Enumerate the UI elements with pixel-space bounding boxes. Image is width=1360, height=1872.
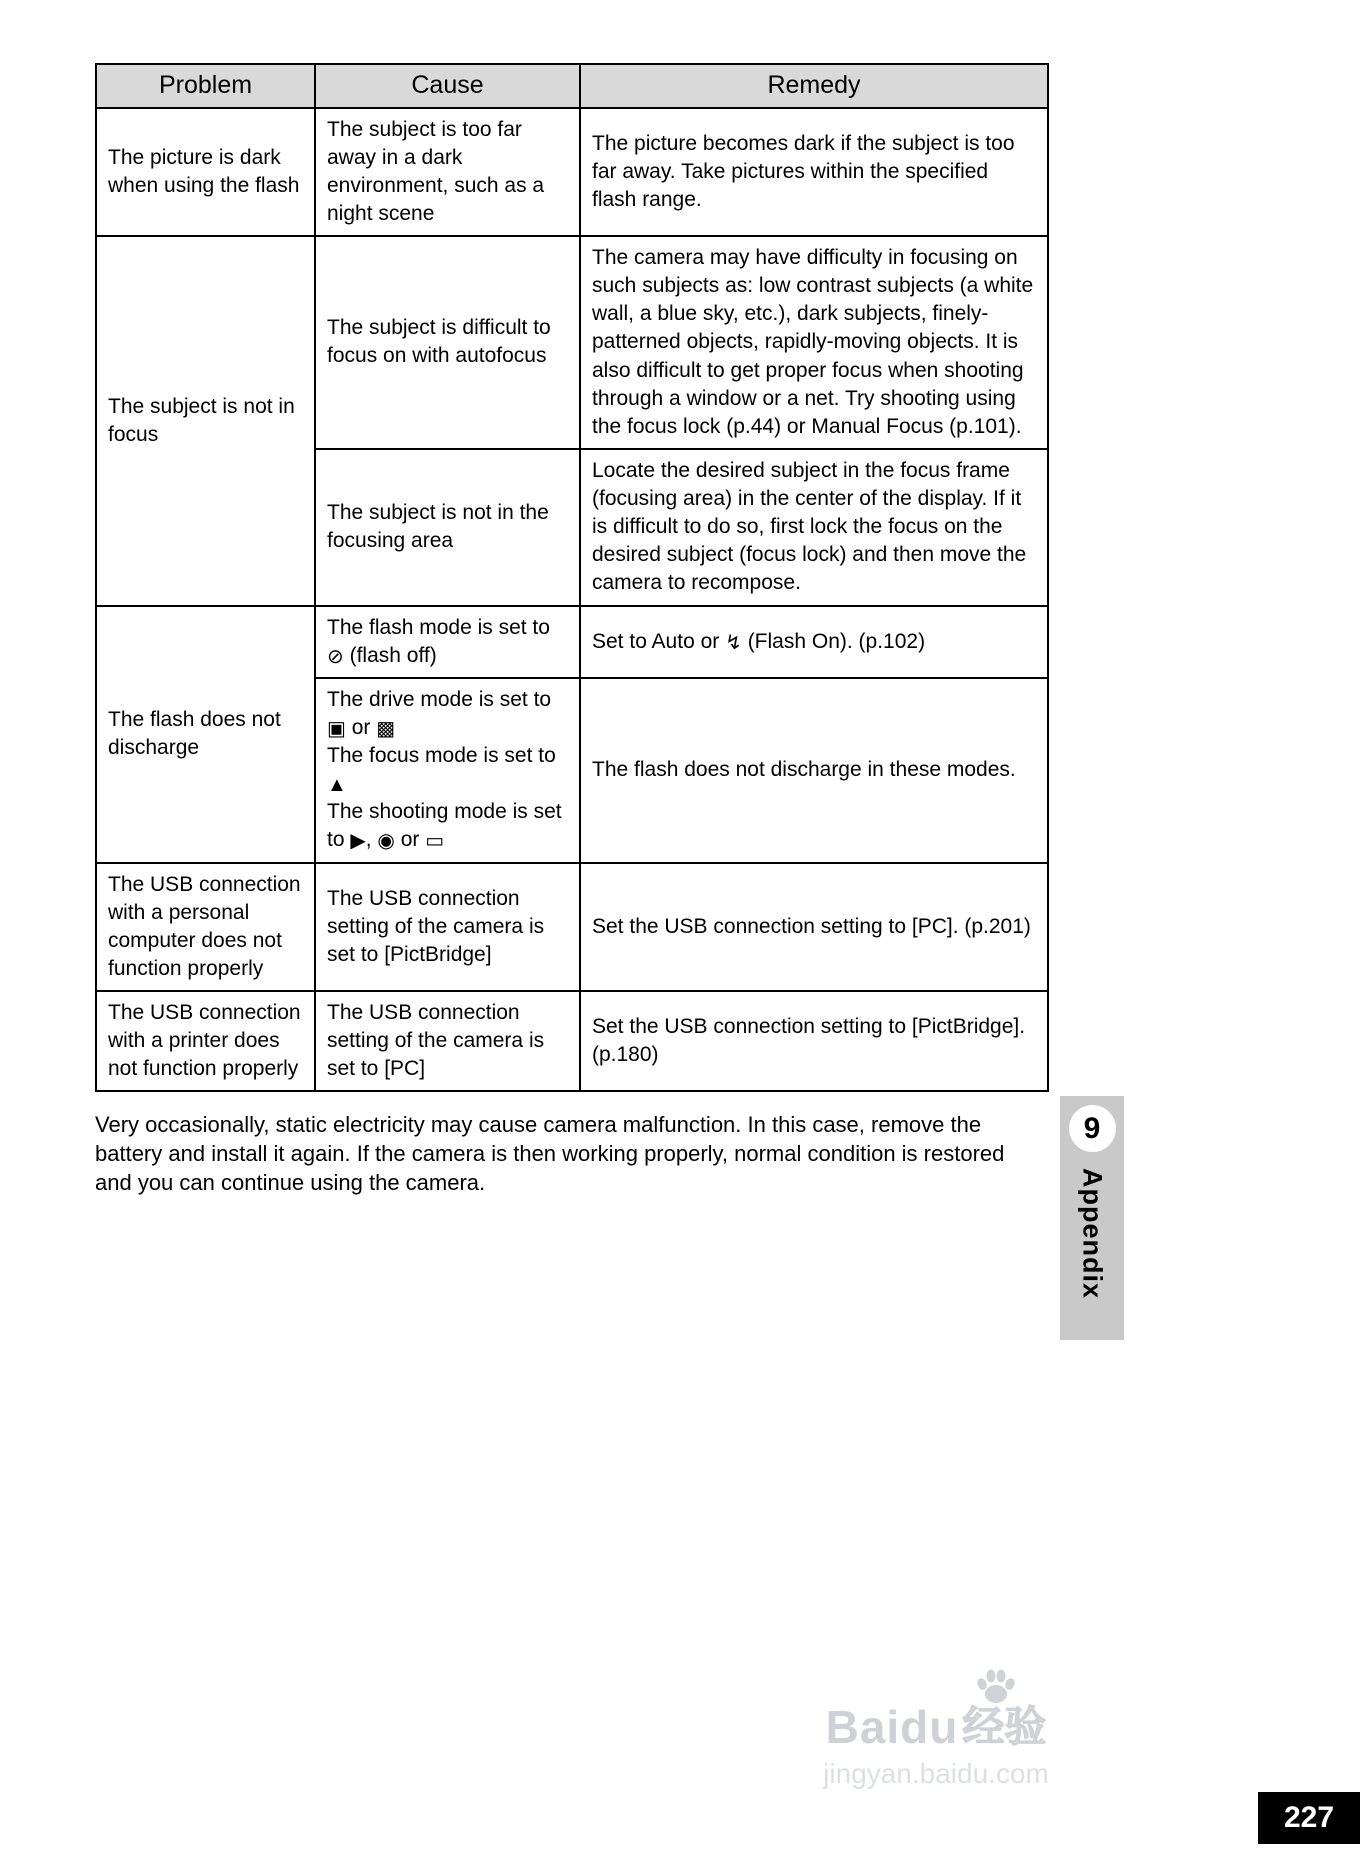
frame-composite-mode-icon: ▭ [425, 830, 445, 853]
cell-problem-usb-pc: The USB connection with a personal computer does not function properly [96, 863, 315, 992]
watermark-brand-cn: 经验 [962, 1703, 1047, 1750]
remedy-text: Set to Auto or [592, 629, 726, 653]
cell-problem-not-in-focus: The subject is not in focus [96, 236, 315, 606]
cell-remedy-set-flash-on [580, 606, 1048, 678]
cause-text: (flash off) [343, 643, 437, 667]
cell-cause-usb-pc-setting: The USB connection setting of the camera is set to [PC] [315, 991, 580, 1091]
column-header-cause: Cause [315, 64, 580, 108]
table-row [96, 606, 1048, 678]
watermark-brand-row [808, 1694, 1064, 1754]
page-content [95, 63, 1047, 1197]
static-electricity-note: Very occasionally, static electricity may cause camera malfunction. In this case, remove the battery and install it again. If the camera is then working properly, normal condition is restored and you can continue using the camera. [95, 1112, 1005, 1196]
drive-continuous-icon: ▣ [327, 717, 346, 740]
cause-text: or [394, 828, 426, 852]
drive-mode-line [327, 686, 568, 742]
flash-off-icon: ⊘ [327, 645, 344, 668]
remedy-text: (Flash On). (p.102) [741, 629, 926, 653]
cell-remedy-no-flash-modes: The flash does not discharge in these modes. [580, 678, 1048, 863]
table-header-row [96, 64, 1048, 108]
movie-mode-icon: ▶ [350, 830, 366, 853]
chapter-title: Appendix [1077, 1168, 1108, 1300]
baidu-watermark [808, 1694, 1064, 1790]
cell-cause-subject-far: The subject is too far away in a dark environment, such as a night scene [315, 108, 580, 237]
cause-text: The flash mode is set to [327, 615, 550, 639]
cell-cause-modes-no-flash [315, 678, 580, 863]
table-row [96, 236, 1048, 449]
watermark-url: jingyan.baidu.com [823, 1758, 1049, 1789]
table-row [96, 863, 1048, 992]
troubleshooting-table [95, 63, 1049, 1092]
cause-text: , [365, 828, 378, 852]
table-row [96, 108, 1048, 237]
cell-cause-not-in-focusing-area: The subject is not in the focusing area [315, 449, 580, 606]
watermark-brand: Baidu [825, 1701, 959, 1753]
page-number-text: 227 [1283, 1801, 1335, 1834]
page-number [1258, 1792, 1360, 1844]
cell-cause-usb-pictbridge: The USB connection setting of the camera is set to [PictBridge] [315, 863, 580, 992]
cell-remedy-recompose: Locate the desired subject in the focus frame (focusing area) in the center of the display. If it is difficult to do so, first lock the focus on the desired subject (focus lock) and then move the camera to recompose. [580, 449, 1048, 606]
cell-cause-autofocus-difficult: The subject is difficult to focus on with autofocus [315, 236, 580, 449]
shooting-mode-line [327, 798, 568, 854]
chapter-tab [1060, 1096, 1124, 1340]
focus-infinity-icon: ▲ [327, 774, 347, 797]
flash-on-icon: ↯ [725, 631, 742, 654]
cell-remedy-focus-lock: The camera may have difficulty in focusing on such subjects as: low contrast subjects (a white wall, a blue sky, etc.), dark subjects, finely-patterned objects, rapidly-moving objects. It is also difficult to get proper focus when shooting through a window or a net. Try shooting using the focus lock (p.44) or Manual Focus (p.101). [580, 236, 1048, 449]
chapter-number-badge [1069, 1105, 1116, 1152]
drive-burst-icon: ▩ [376, 717, 396, 740]
digital-sr-mode-icon: ◉ [377, 830, 395, 853]
cell-cause-flash-off-mode [315, 606, 580, 678]
column-header-remedy: Remedy [580, 64, 1048, 108]
column-header-problem: Problem [96, 64, 315, 108]
cell-remedy-set-pc: Set the USB connection setting to [PC]. (p.201) [580, 863, 1048, 992]
table-row [96, 991, 1048, 1091]
cause-text: The focus mode is set to [327, 744, 556, 767]
focus-mode-line [327, 742, 568, 798]
chapter-number: 9 [1083, 1111, 1101, 1145]
cell-problem-dark-picture: The picture is dark when using the flash [96, 108, 315, 237]
cell-remedy-flash-range: The picture becomes dark if the subject is too far away. Take pictures within the specified flash range. [580, 108, 1048, 237]
cell-problem-usb-printer: The USB connection with a printer does not function properly [96, 991, 315, 1091]
cell-problem-flash-no-discharge: The flash does not discharge [96, 606, 315, 863]
paw-icon [974, 1668, 1018, 1711]
cell-remedy-set-pictbridge: Set the USB connection setting to [PictBridge]. (p.180) [580, 991, 1048, 1091]
cause-text: The drive mode is set to [327, 687, 552, 711]
cause-text: The shooting mode is set to [327, 800, 562, 852]
cause-text: or [345, 715, 377, 739]
